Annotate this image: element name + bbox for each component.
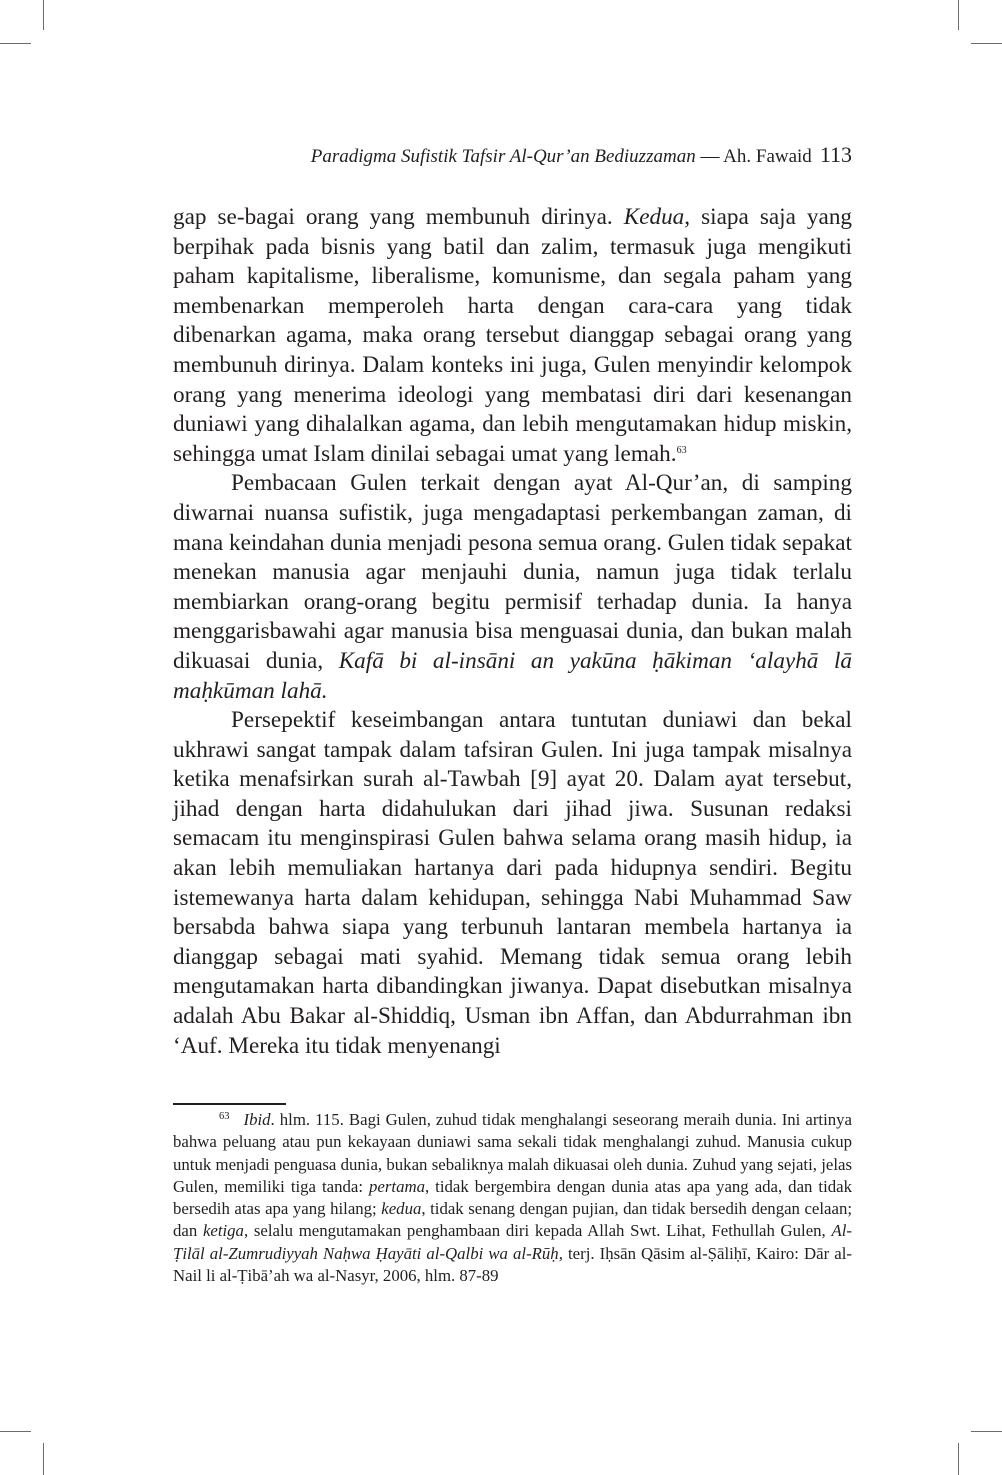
page-number: 113 (819, 142, 852, 167)
paragraph-text: , siapa saja yang berpihak pada bisnis yang batil dan zalim, termasuk juga mengikuti paham kapitalisme, liberalisme, komunisme, dan segala paham yang membenarkan memperoleh harta dengan cara-cara yang tidak dibenarkan agama, maka orang tersebut dianggap sebagai orang yang membunuh dirinya. Dalam konteks ini juga, Gulen menyindir kelompok orang yang menerima ideologi yang membatasi diri dari kesenangan duniawi yang dihalalkan agama, dan lebih mengutamakan hidup miskin, sehingga umat Islam dinilai sebagai umat yang lemah. (173, 204, 853, 467)
crop-mark-bottom-right-horizontal (971, 1431, 1002, 1432)
footnote-63 (173, 1109, 852, 1287)
paragraph-text: gap se-bagai orang yang membunuh dirinya. (173, 204, 624, 230)
footnote-text: , tidak senang dengan pujian, dan tidak bersedih dengan celaan; dan (173, 1199, 852, 1241)
author-name: — Ah. Fawaid (695, 146, 812, 167)
running-header (173, 142, 852, 170)
crop-mark-bottom-right-vertical (958, 1443, 959, 1475)
crop-mark-top-left-horizontal (0, 43, 31, 44)
footnote-reference[interactable]: 63 (676, 444, 687, 456)
crop-mark-bottom-left-horizontal (0, 1431, 31, 1432)
arabic-transliteration: Kafā bi al-insāni an yakūna ḥākiman ‘alayhā lā maḥkūman lahā. (173, 647, 852, 704)
footnote-separator (173, 1103, 286, 1105)
paragraph-3 (173, 706, 852, 1061)
paragraph-text: Pembacaan Gulen terkait dengan ayat Al-Qur’an, di samping diwarnai nuansa sufistik, juga mengadaptasi perkembangan zaman, di mana keindahan dunia menjadi pesona semua orang. Gulen tidak sepakat menekan manusia agar menjauhi dunia, namun juga tidak terlalu membiarkan orang-orang begitu permisif terhadap dunia. Ia hanya menggarisbawahi agar manusia bisa menguasai dunia, dan bukan malah dikuasai dunia, (173, 470, 852, 674)
italic-term: kedua (381, 1199, 422, 1219)
ibid-label: Ibid (243, 1110, 271, 1129)
italic-term: pertama (369, 1176, 425, 1196)
paragraph-text: Persepektif keseimbangan antara tuntutan duniawi dan bekal ukhrawi sangat tampak dalam tafsiran Gulen. Ini juga tampak misalnya ketika menafsirkan surah al-Tawbah [9] ayat 20. Dalam ayat tersebut, jihad dengan harta didahulukan dari jihad jiwa. Susunan redaksi semacam itu menginspirasi Gulen bahwa selama orang masih hidup, ia akan lebih memuliakan hartanya dari pada hidupnya sendiri. Begitu istemewanya harta dalam kehidupan, sehingga Nabi Muhammad Saw bersabda bahwa siapa yang terbunuh lantaran membela hartanya ia dianggap sebagai mati syahid. Memang tidak semua orang lebih mengutamakan harta dibandingkan jiwanya. Dapat disebutkan misalnya adalah Abu Bakar al-Shiddiq, Usman ibn Affan, dan Abdurrahman ibn ‘Auf. Mereka itu tidak menyenangi (173, 707, 852, 1059)
footnote-text: . hlm. 115. Bagi Gulen, zuhud tidak menghalangi seseorang meraih dunia. Ini artinya bahwa peluang atau pun kekayaan duniawi sama sekali tidak menghalangi zuhud. Manusia cukup untuk menjadi penguasa dunia, bukan sebaliknya malah dikuasai oleh dunia. Zuhud yang sejati, jelas Gulen, memiliki tiga tanda: (173, 1110, 852, 1196)
footnote-text: terj. Iḥsān Qāsim al-Ṣāliḥī, Kairo: Dār al-Nail li al-Ṭibā’ah wa al-Nasyr, 2006, hlm. 87-89 (173, 1243, 852, 1286)
body-text (173, 203, 852, 1061)
crop-mark-bottom-left-vertical (43, 1443, 44, 1475)
footnote-text: , tidak bergembira dengan dunia atas apa yang ada, dan tidak bersedih atas apa yang hilang; (173, 1176, 852, 1219)
italic-term: Kedua (623, 204, 685, 230)
crop-mark-top-right-vertical (958, 0, 959, 30)
crop-mark-top-left-vertical (43, 0, 44, 30)
italic-term: ketiga (202, 1221, 244, 1241)
paragraph-2 (173, 469, 852, 706)
running-title: Paradigma Sufistik Tafsir Al-Qur’an Bediuzzaman (310, 146, 696, 167)
footnote-number: 63 (219, 1111, 230, 1122)
paragraph-1 (173, 203, 852, 469)
book-title: Al-Ṭilāl al-Zumrudiyyah Naḥwa Ḥayāti al-Qalbi wa al-Rūḥ, (173, 1221, 852, 1263)
footnote-text: , selalu mengutamakan penghambaan diri kepada Allah Swt. Lihat, Fethullah Gulen, (243, 1221, 832, 1241)
crop-mark-top-right-horizontal (971, 43, 1002, 44)
